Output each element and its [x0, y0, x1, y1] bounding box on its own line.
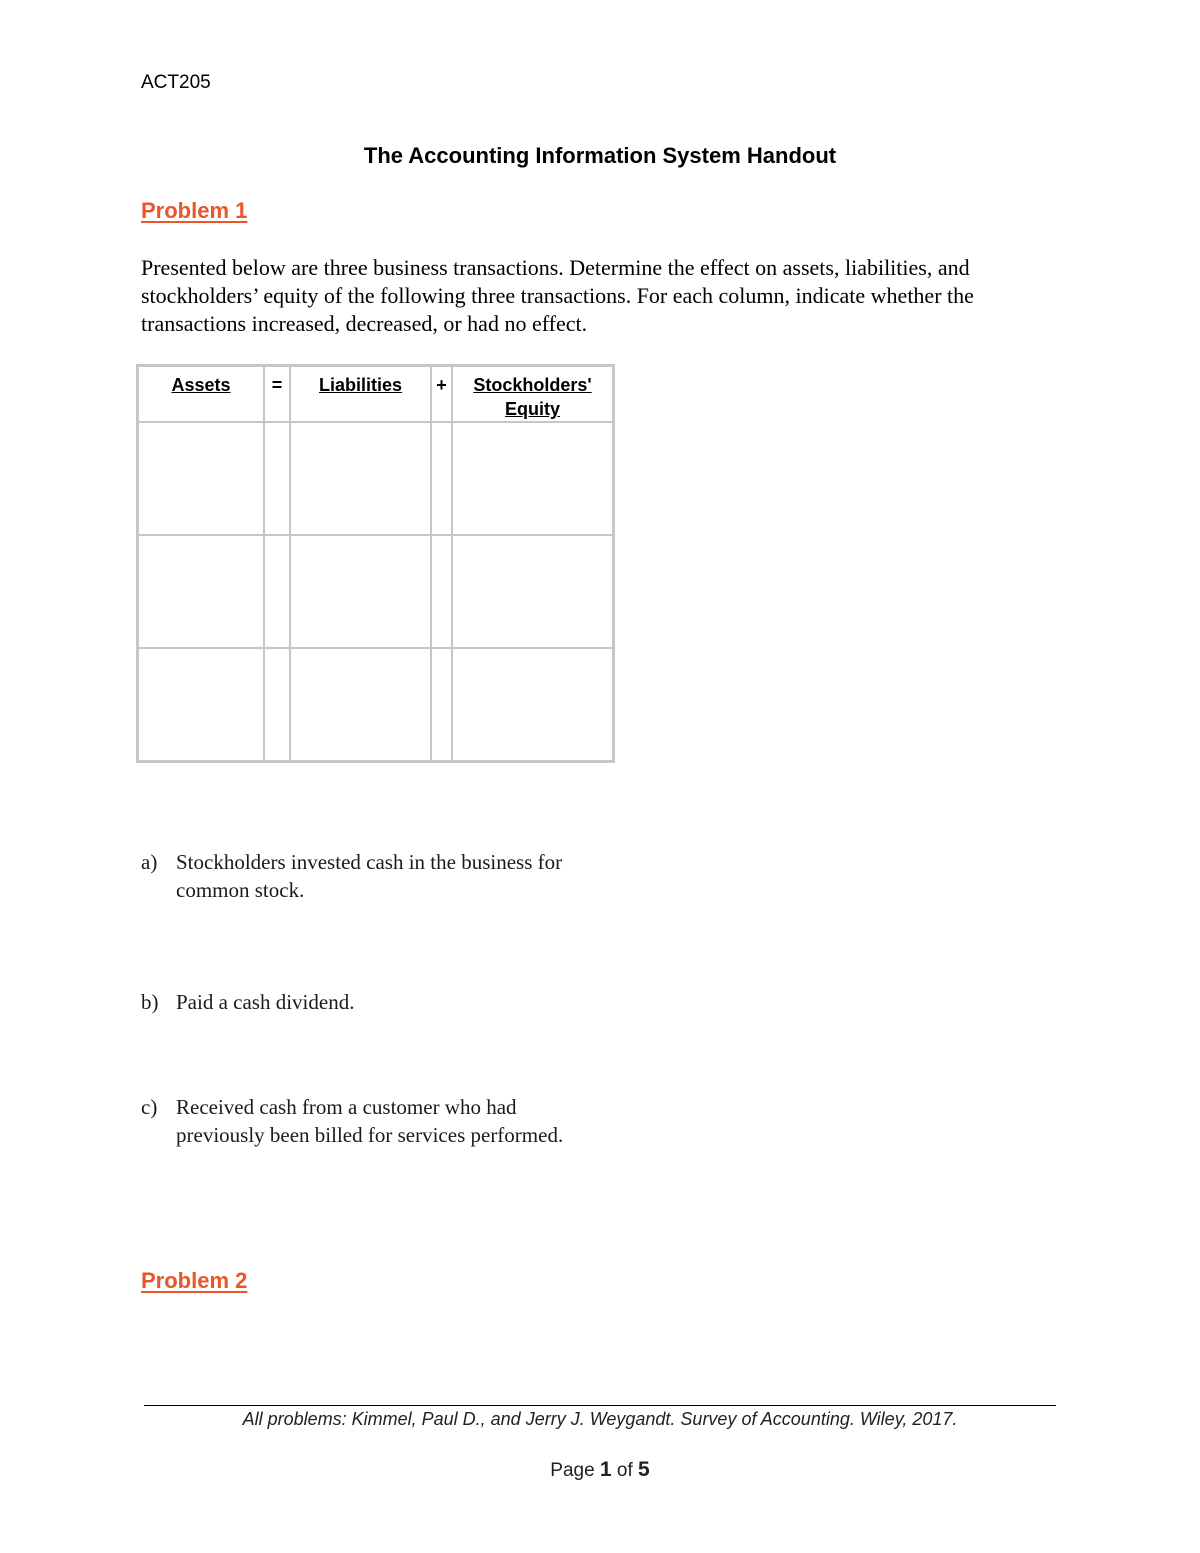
- document-title: The Accounting Information System Handout: [363, 143, 837, 168]
- table-row: [138, 535, 613, 648]
- transaction-text: Received cash from a customer who had previously been billed for services performed.: [176, 1095, 564, 1147]
- page-number: Page 1 of 5: [550, 1458, 650, 1481]
- transaction-text: Paid a cash dividend.: [176, 990, 355, 1014]
- assets-answer-cell[interactable]: [138, 422, 264, 535]
- problem-1-heading: Problem 1: [141, 198, 248, 223]
- transaction-text: Stockholders invested cash in the business for common stock.: [176, 850, 563, 902]
- plus-cell: [431, 422, 452, 535]
- liabilities-header: Liabilities: [290, 366, 431, 422]
- transaction-letter: a): [141, 850, 158, 874]
- transaction-letter: b): [141, 990, 159, 1014]
- table-row: [138, 422, 613, 535]
- plus-cell: [431, 648, 452, 761]
- equity-answer-cell[interactable]: [452, 422, 613, 535]
- footer-citation: All problems: Kimmel, Paul D., and Jerry J. Weygandt. Survey of Accounting. Wiley, 2017.: [242, 1409, 958, 1429]
- stockholders-equity-header: Stockholders' Equity: [452, 366, 613, 422]
- table-header-row: [138, 366, 613, 422]
- equity-answer-cell[interactable]: [452, 648, 613, 761]
- equity-answer-cell[interactable]: [452, 535, 613, 648]
- equals-cell: [264, 648, 290, 761]
- transaction-letter: c): [141, 1095, 158, 1119]
- table-row: [138, 648, 613, 761]
- accounting-equation-table: [136, 364, 615, 763]
- assets-header: Assets: [138, 366, 264, 422]
- problem-1-instructions: Presented below are three business transactions. Determine the effect on assets, liabilities, and stockholders’ equity of the following three transactions. For each column, indicate whether the transactions increased, decreased, or had no effect.: [141, 255, 974, 336]
- liabilities-answer-cell[interactable]: [290, 648, 431, 761]
- footer-divider: [144, 1405, 1056, 1406]
- course-code: ACT205: [141, 72, 211, 93]
- plus-cell: [431, 535, 452, 648]
- plus-header: +: [431, 366, 452, 422]
- equals-cell: [264, 535, 290, 648]
- liabilities-answer-cell[interactable]: [290, 535, 431, 648]
- assets-answer-cell[interactable]: [138, 648, 264, 761]
- problem-2-heading: Problem 2: [141, 1268, 248, 1293]
- liabilities-answer-cell[interactable]: [290, 422, 431, 535]
- equals-cell: [264, 422, 290, 535]
- equals-header: =: [264, 366, 290, 422]
- assets-answer-cell[interactable]: [138, 535, 264, 648]
